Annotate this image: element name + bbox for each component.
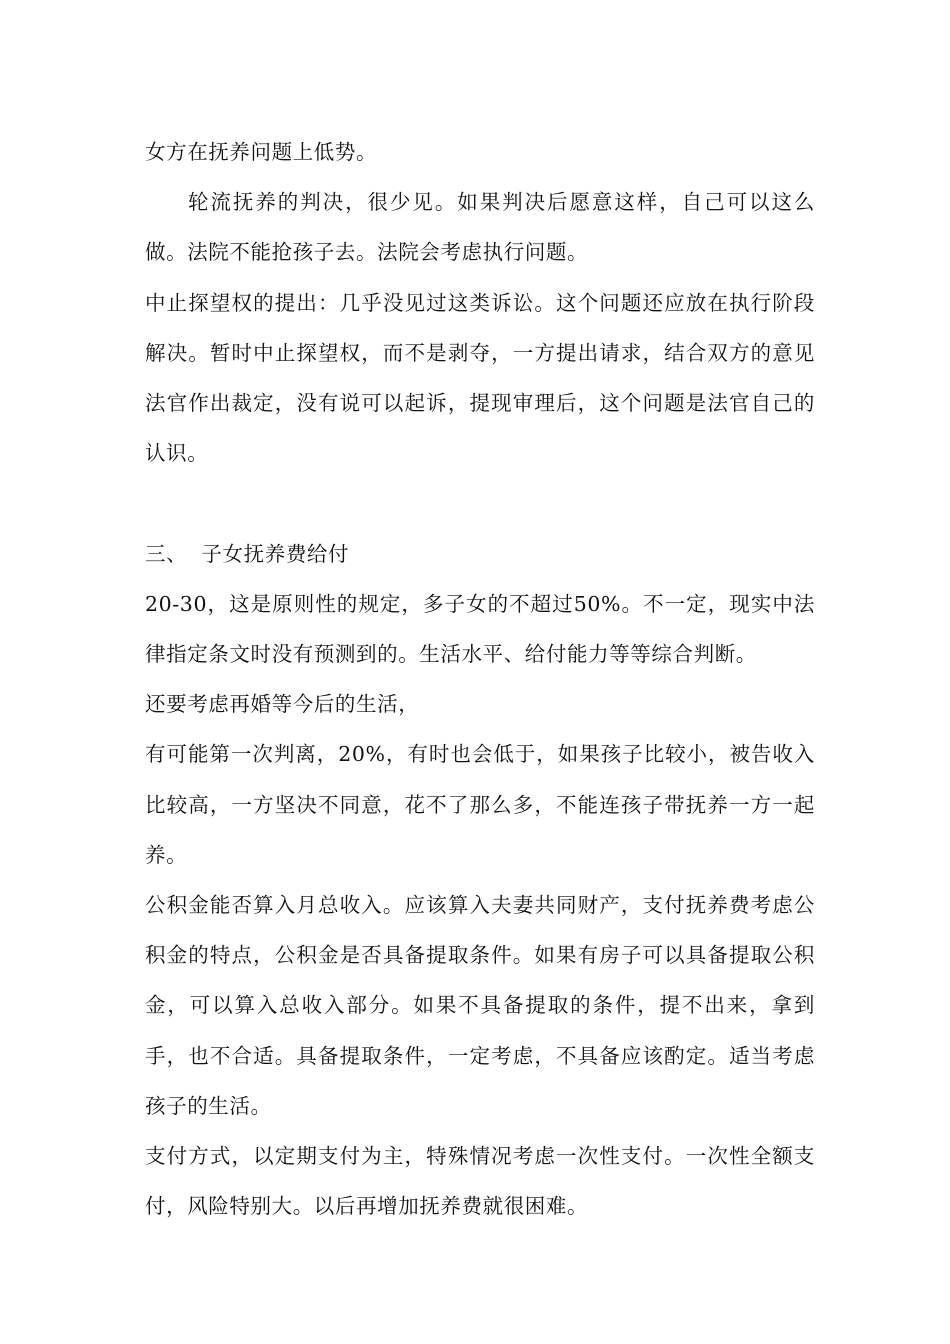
document-body: [145, 127, 815, 1231]
blank-line: [145, 478, 815, 528]
paragraph-alternating-custody: 轮流抚养的判决，很少见。如果判决后愿意这样，自己可以这么做。法院不能抢孩子去。法院会考虑执行问题。: [145, 190, 815, 265]
paragraph-remarriage: 还要考虑再婚等今后的生活，: [145, 692, 420, 717]
paragraph-support-ratio: 20-30，这是原则性的规定，多子女的不超过50%。不一定，现实中法律指定条文时没有预测到的。生活水平、给付能力等等综合判断。: [145, 591, 815, 667]
paragraph-custody-disadvantage: 女方在抚养问题上低势。: [145, 140, 378, 164]
paragraph-housing-fund: 公积金能否算入月总收入。应该算入夫妻共同财产，支付抚养费考虑公积金的特点，公积金是否具备提取条件。如果有房子可以具备提取公积金，可以算入总收入部分。如果不具备提取的条件，提不出来，拿到手，也不合适。具备提取条件，一定考虑，不具备应该酌定。适当考虑孩子的生活。: [145, 893, 815, 1118]
paragraph-visitation-suspension: 中止探望权的提出：几乎没见过这类诉讼。这个问题还应放在执行阶段解决。暂时中止探望权，而不是剥夺，一方提出请求，结合双方的意见法官作出裁定，没有说可以起诉，提现审理后，这个问题是法官自己的认识。: [145, 290, 815, 466]
paragraph-first-divorce: 有可能第一次判离，20%，有时也会低于，如果孩子比较小，被告收入比较高，一方坚决不同意，花不了那么多，不能连孩子带抚养一方一起养。: [145, 742, 815, 867]
section-heading-child-support: 三、 子女抚养费给付: [145, 541, 350, 566]
paragraph-payment-method: 支付方式，以定期支付为主，特殊情况考虑一次性支付。一次性全额支付，风险特别大。以后再增加抚养费就很困难。: [145, 1144, 815, 1219]
